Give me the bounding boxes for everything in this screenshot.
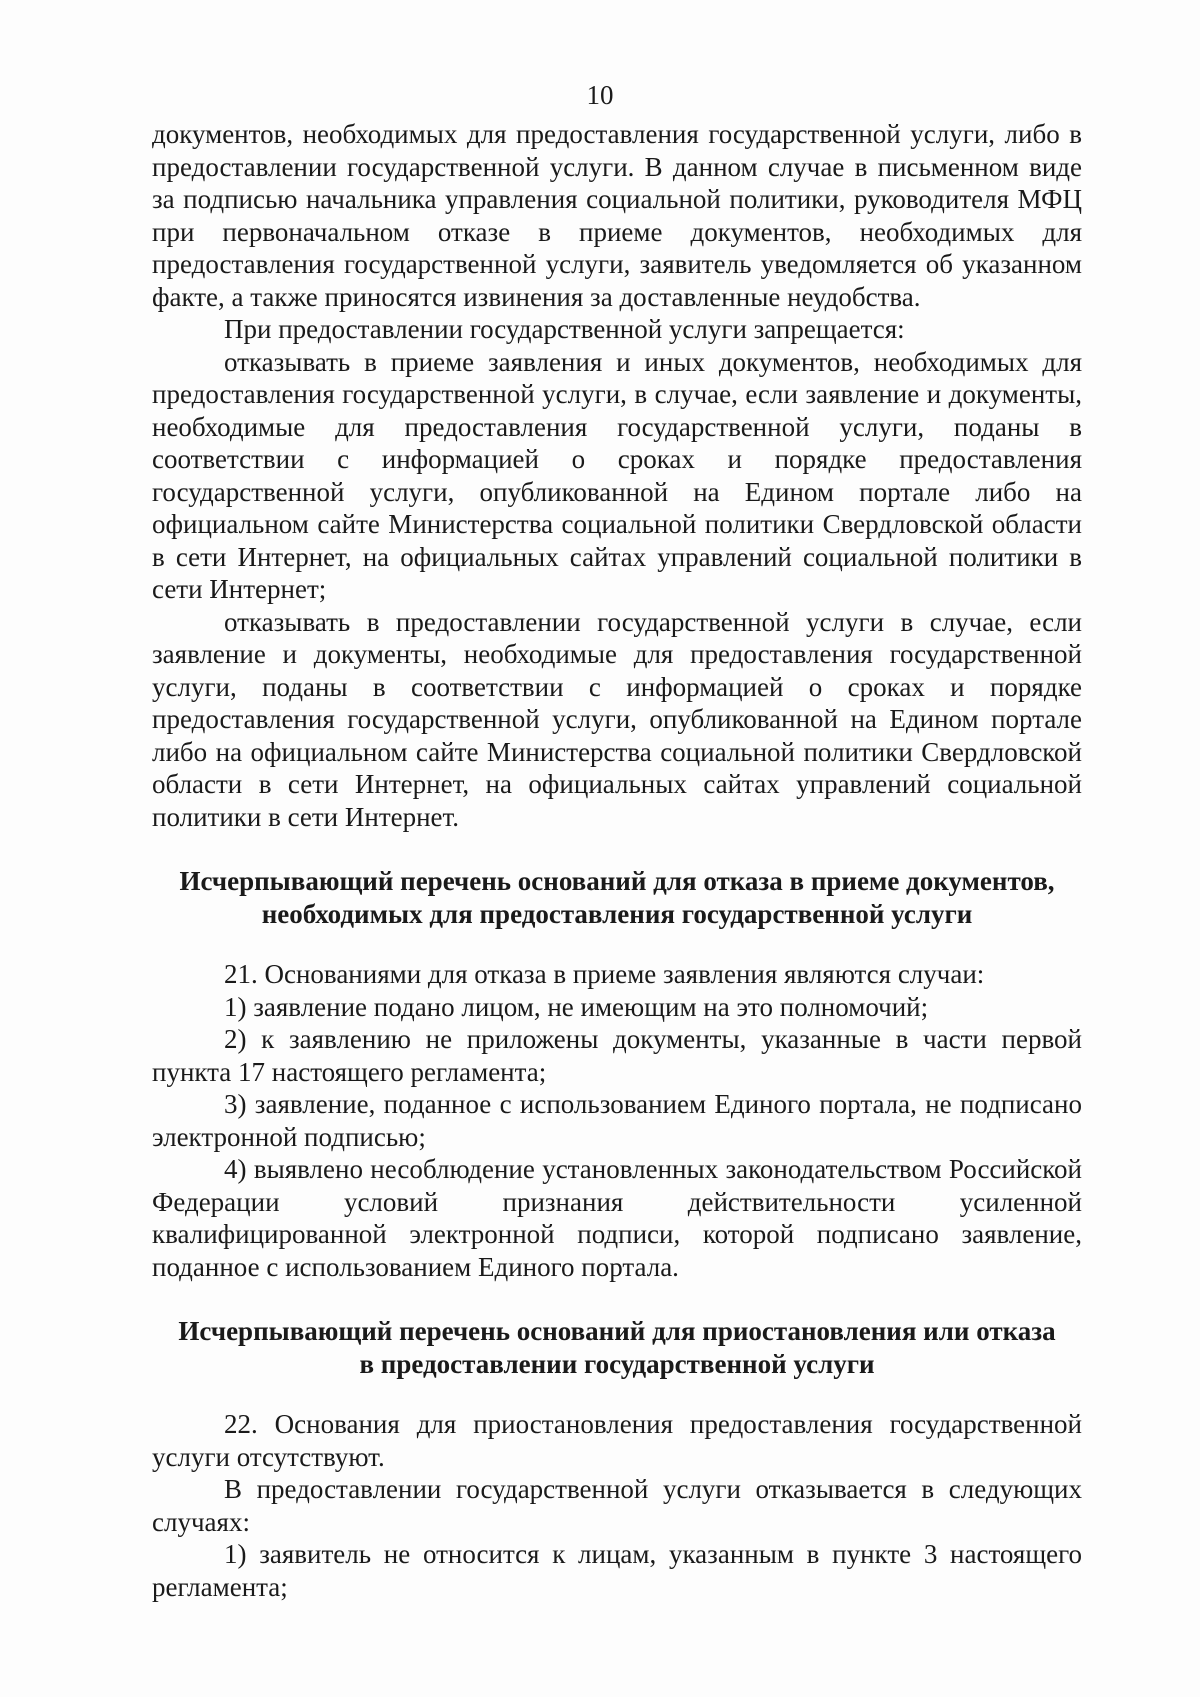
paragraph-clause-22: 22. Основания для приостановления предоставления государственной услуги отсутствуют. (152, 1409, 1082, 1472)
document-body (152, 118, 1082, 1603)
list-item-21-1: 1) заявление подано лицом, не имеющим на это полномочий; (224, 991, 929, 1022)
page-number: 10 (586, 80, 614, 110)
list-item-21-3: 3) заявление, поданное с использованием Единого портала, не подписано электронной подписью; (152, 1089, 1082, 1152)
section-heading-line: Исчерпывающий перечень оснований для отказа в приеме документов, (179, 866, 1055, 896)
section-heading-refusal-acceptance (152, 865, 1082, 930)
list-item-22-1: 1) заявитель не относится к лицам, указанным в пункте 3 настоящего регламента; (152, 1539, 1082, 1602)
list-item-21-2: 2) к заявлению не приложены документы, указанные в части первой пункта 17 настоящего регламента; (152, 1024, 1082, 1087)
section-heading-line: необходимых для предоставления государственной услуги (261, 898, 973, 929)
paragraph-prohibited-intro: При предоставлении государственной услуги запрещается: (224, 314, 905, 344)
section-heading-line: Исчерпывающий перечень оснований для приостановления или отказа (178, 1316, 1056, 1346)
paragraph-clause-21: 21. Основаниями для отказа в приеме заявления являются случаи: (224, 959, 985, 989)
paragraph-prohibited-item-1: отказывать в приеме заявления и иных документов, необходимых для предоставления государственной услуги, в случае, если заявление и документы, необходимые для предоставления государственной услуги, поданы в соответствии с информацией о сроках и порядке предоставления государственной услуги, опубликованной на Едином портале либо на официальном сайте Министерства социальной политики Свердловской области в сети Интернет, на официальных сайтах управлений социальной политики в сети Интернет; (152, 346, 1082, 604)
paragraph-prohibited-item-2: отказывать в предоставлении государственной услуги в случае, если заявление и документы, необходимые для предоставления государственной услуги, поданы в соответствии с информацией о сроках и порядке предоставления государственной услуги, опубликованной на Едином портале либо на официальном сайте Министерства социальной политики Свердловской области в сети Интернет, на официальных сайтах управлений социальной политики в сети Интернет. (152, 606, 1082, 832)
paragraph-refusal-cases-intro: В предоставлении государственной услуги отказывается в следующих случаях: (152, 1474, 1082, 1537)
list-item-21-4: 4) выявлено несоблюдение установленных законодательством Российской Федерации условий признания действительности усиленной квалифицированной электронной подписи, которой подписано заявление, поданное с использованием Единого портала. (152, 1154, 1082, 1282)
paragraph-continuation: документов, необходимых для предоставления государственной услуги, либо в предоставлении государственной услуги. В данном случае в письменном виде за подписью начальника управления социальной политики, руководителя МФЦ при первоначальном отказе в приеме документов, необходимых для предоставления государственной услуги, заявитель уведомляется об указанном факте, а также приносятся извинения за доставленные неудобства. (152, 119, 1082, 312)
section-heading-suspension-refusal (152, 1315, 1082, 1380)
section-heading-line: в предоставлении государственной услуги (359, 1348, 875, 1379)
